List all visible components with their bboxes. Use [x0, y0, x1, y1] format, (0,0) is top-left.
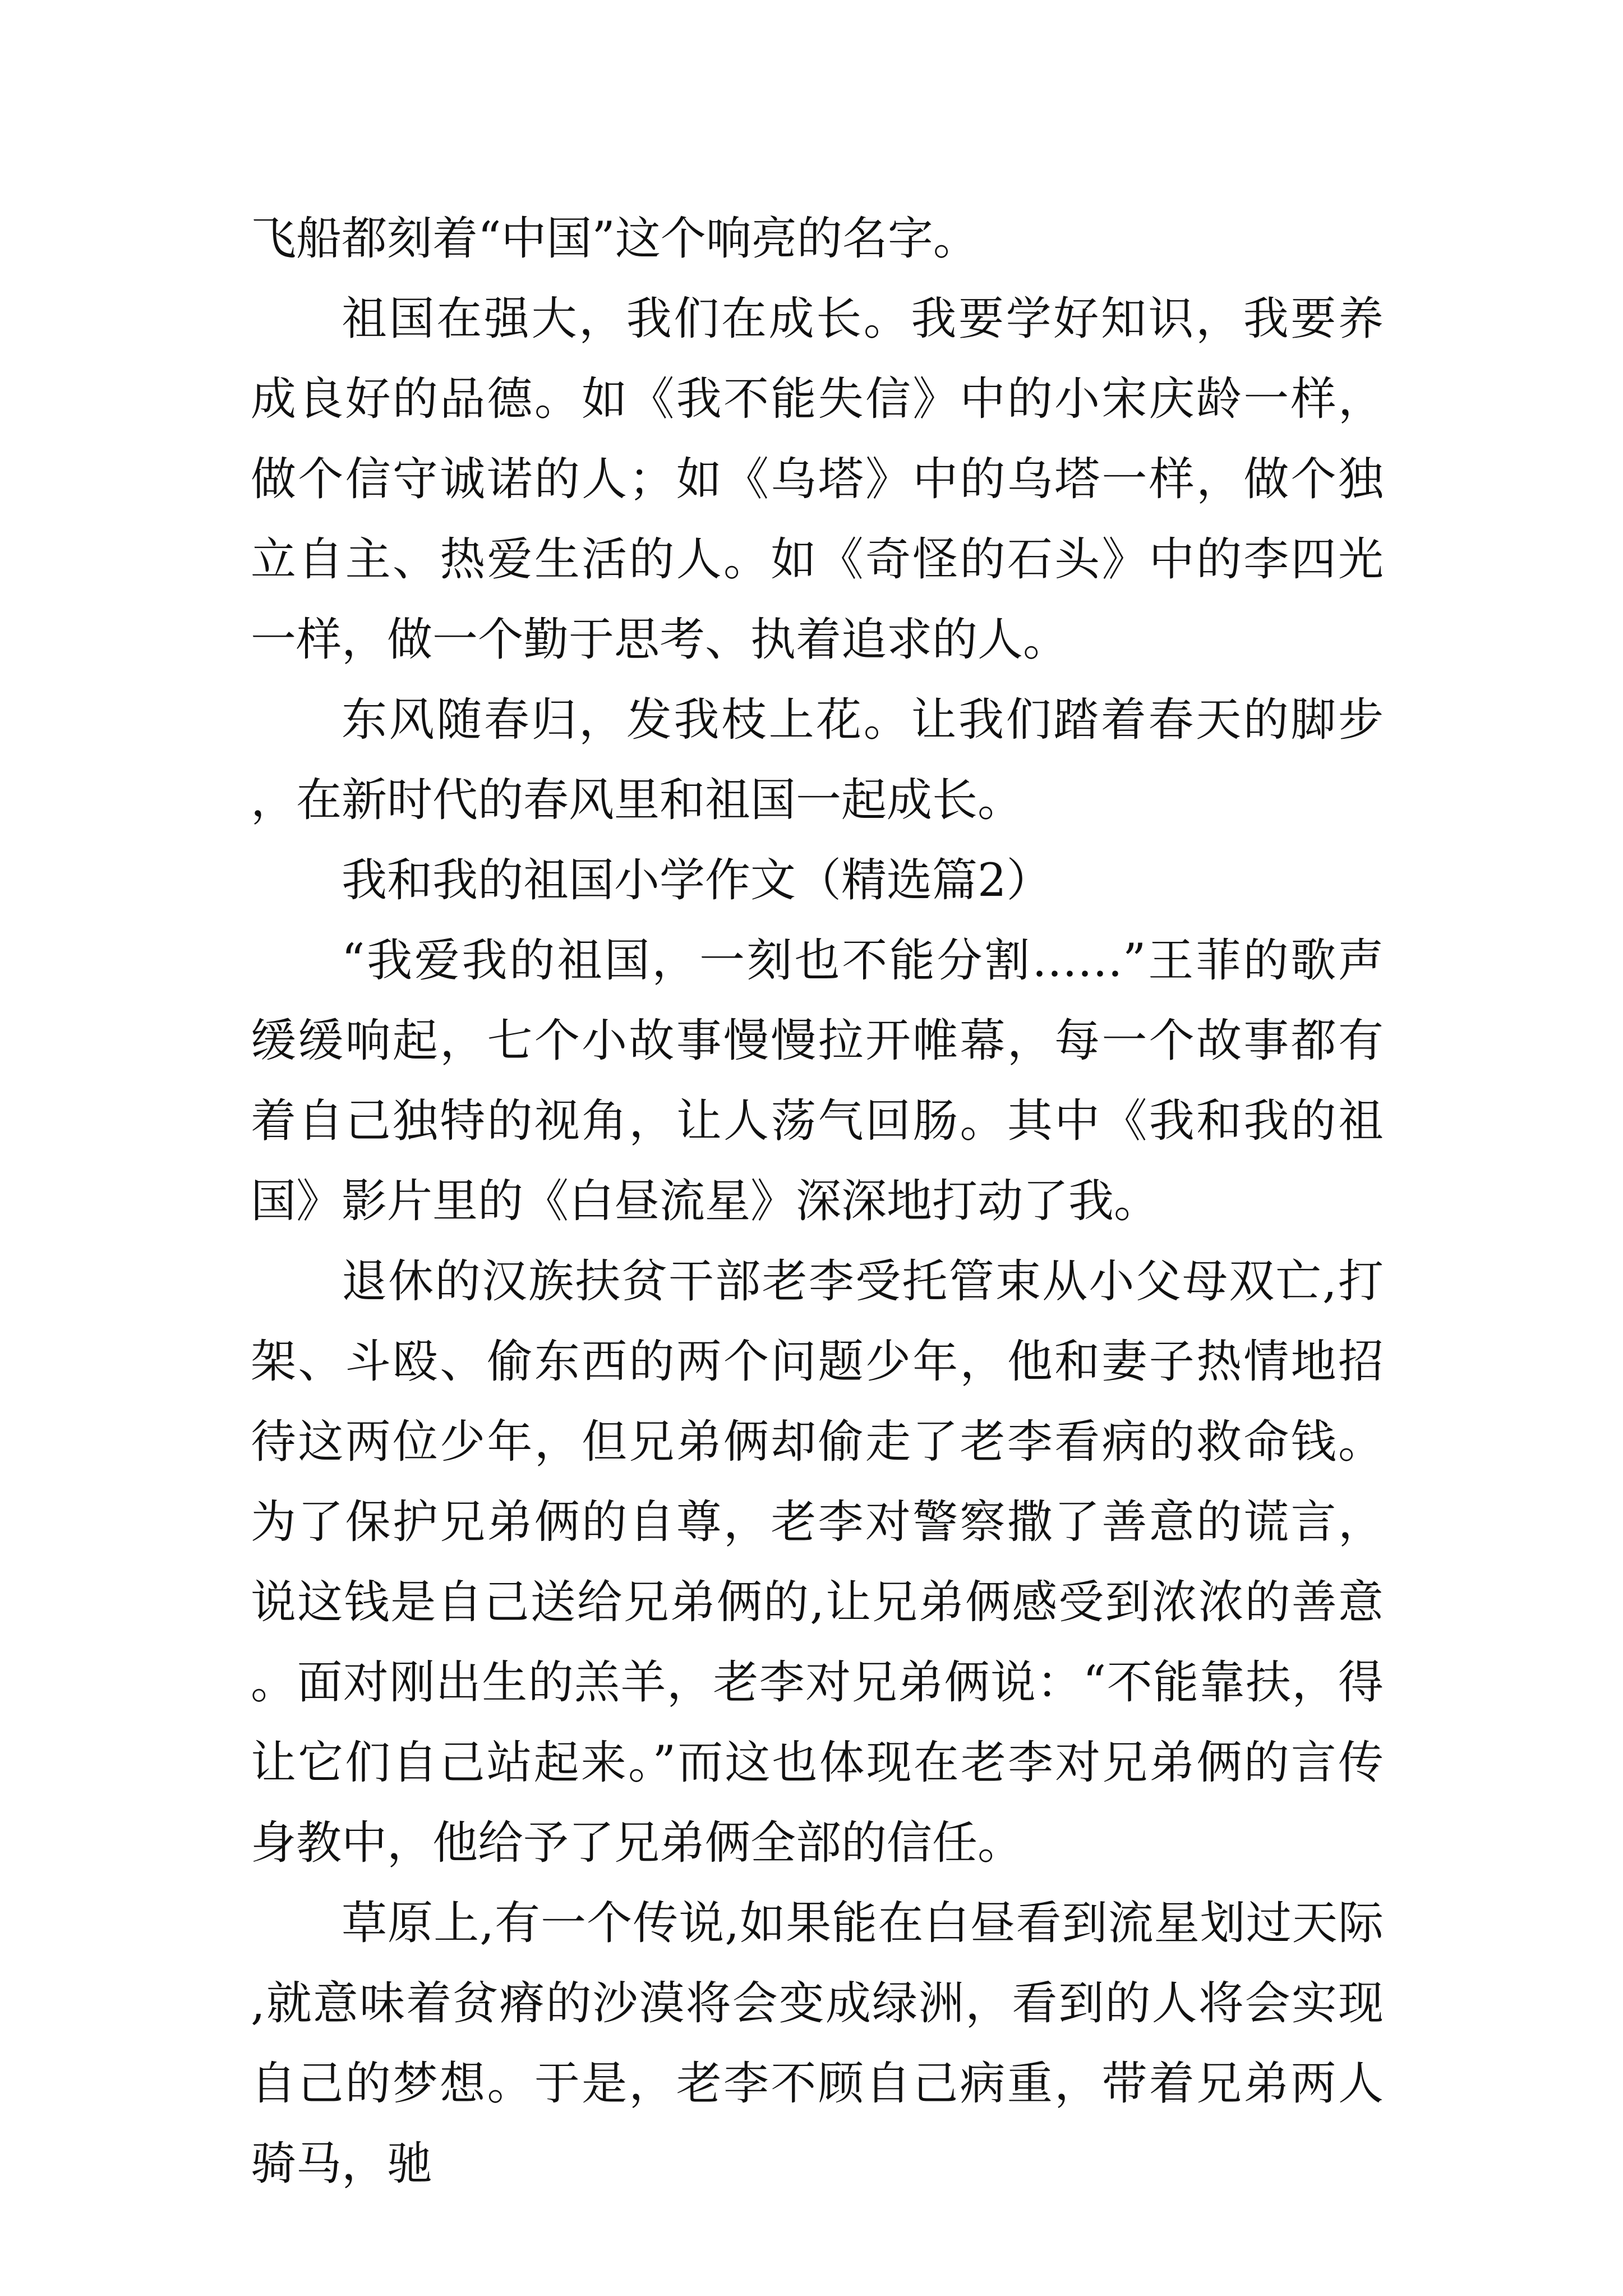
paragraph: 草原上,有一个传说,如果能在白昼看到流星划过天际,就意味着贫瘠的沙漠将会变成绿洲，看到的人将会实现自己的梦想。于是，老李不顾自己病重，带着兄弟两人骑马，驰	[251, 1897, 1384, 2191]
section-heading: 我和我的祖国小学作文（精选篇2）	[342, 854, 1052, 907]
paragraph: 东风随春归，发我枝上花。让我们踏着春天的脚步，在新时代的春风里和祖国一起成长。	[251, 694, 1384, 827]
paragraph: “我爱我的祖国，一刻也不能分割……”王菲的歌声缓缓响起，七个小故事慢慢拉开帷幕，每一个故事都有着自己独特的视角，让人荡气回肠。其中《我和我的祖国》影片里的《白昼流星》深深地打动了我。	[251, 935, 1384, 1228]
paragraph: 祖国在强大，我们在成长。我要学好知识，我要养成良好的品德。如《我不能失信》中的小宋庆龄一样，做个信守诚诺的人；如《乌塔》中的乌塔一样，做个独立自主、热爱生活的人。如《奇怪的石头》中的李四光一样，做一个勤于思考、执着追求的人。	[251, 293, 1384, 666]
paragraph-continuation: 飞船都刻着“中国”这个响亮的名字。	[251, 213, 979, 265]
document-body	[251, 199, 1384, 2205]
paragraph: 退休的汉族扶贫干部老李受托管束从小父母双亡,打架、斗殴、偷东西的两个问题少年，他和妻子热情地招待这两位少年，但兄弟俩却偷走了老李看病的救命钱。为了保护兄弟俩的自尊，老李对警察撒了善意的谎言，说这钱是自己送给兄弟俩的,让兄弟俩感受到浓浓的善意。面对刚出生的羔羊，老李对兄弟俩说：“不能靠扶，得让它们自己站起来。”而这也体现在老李对兄弟俩的言传身教中，他给予了兄弟俩全部的信任。	[251, 1255, 1384, 1870]
